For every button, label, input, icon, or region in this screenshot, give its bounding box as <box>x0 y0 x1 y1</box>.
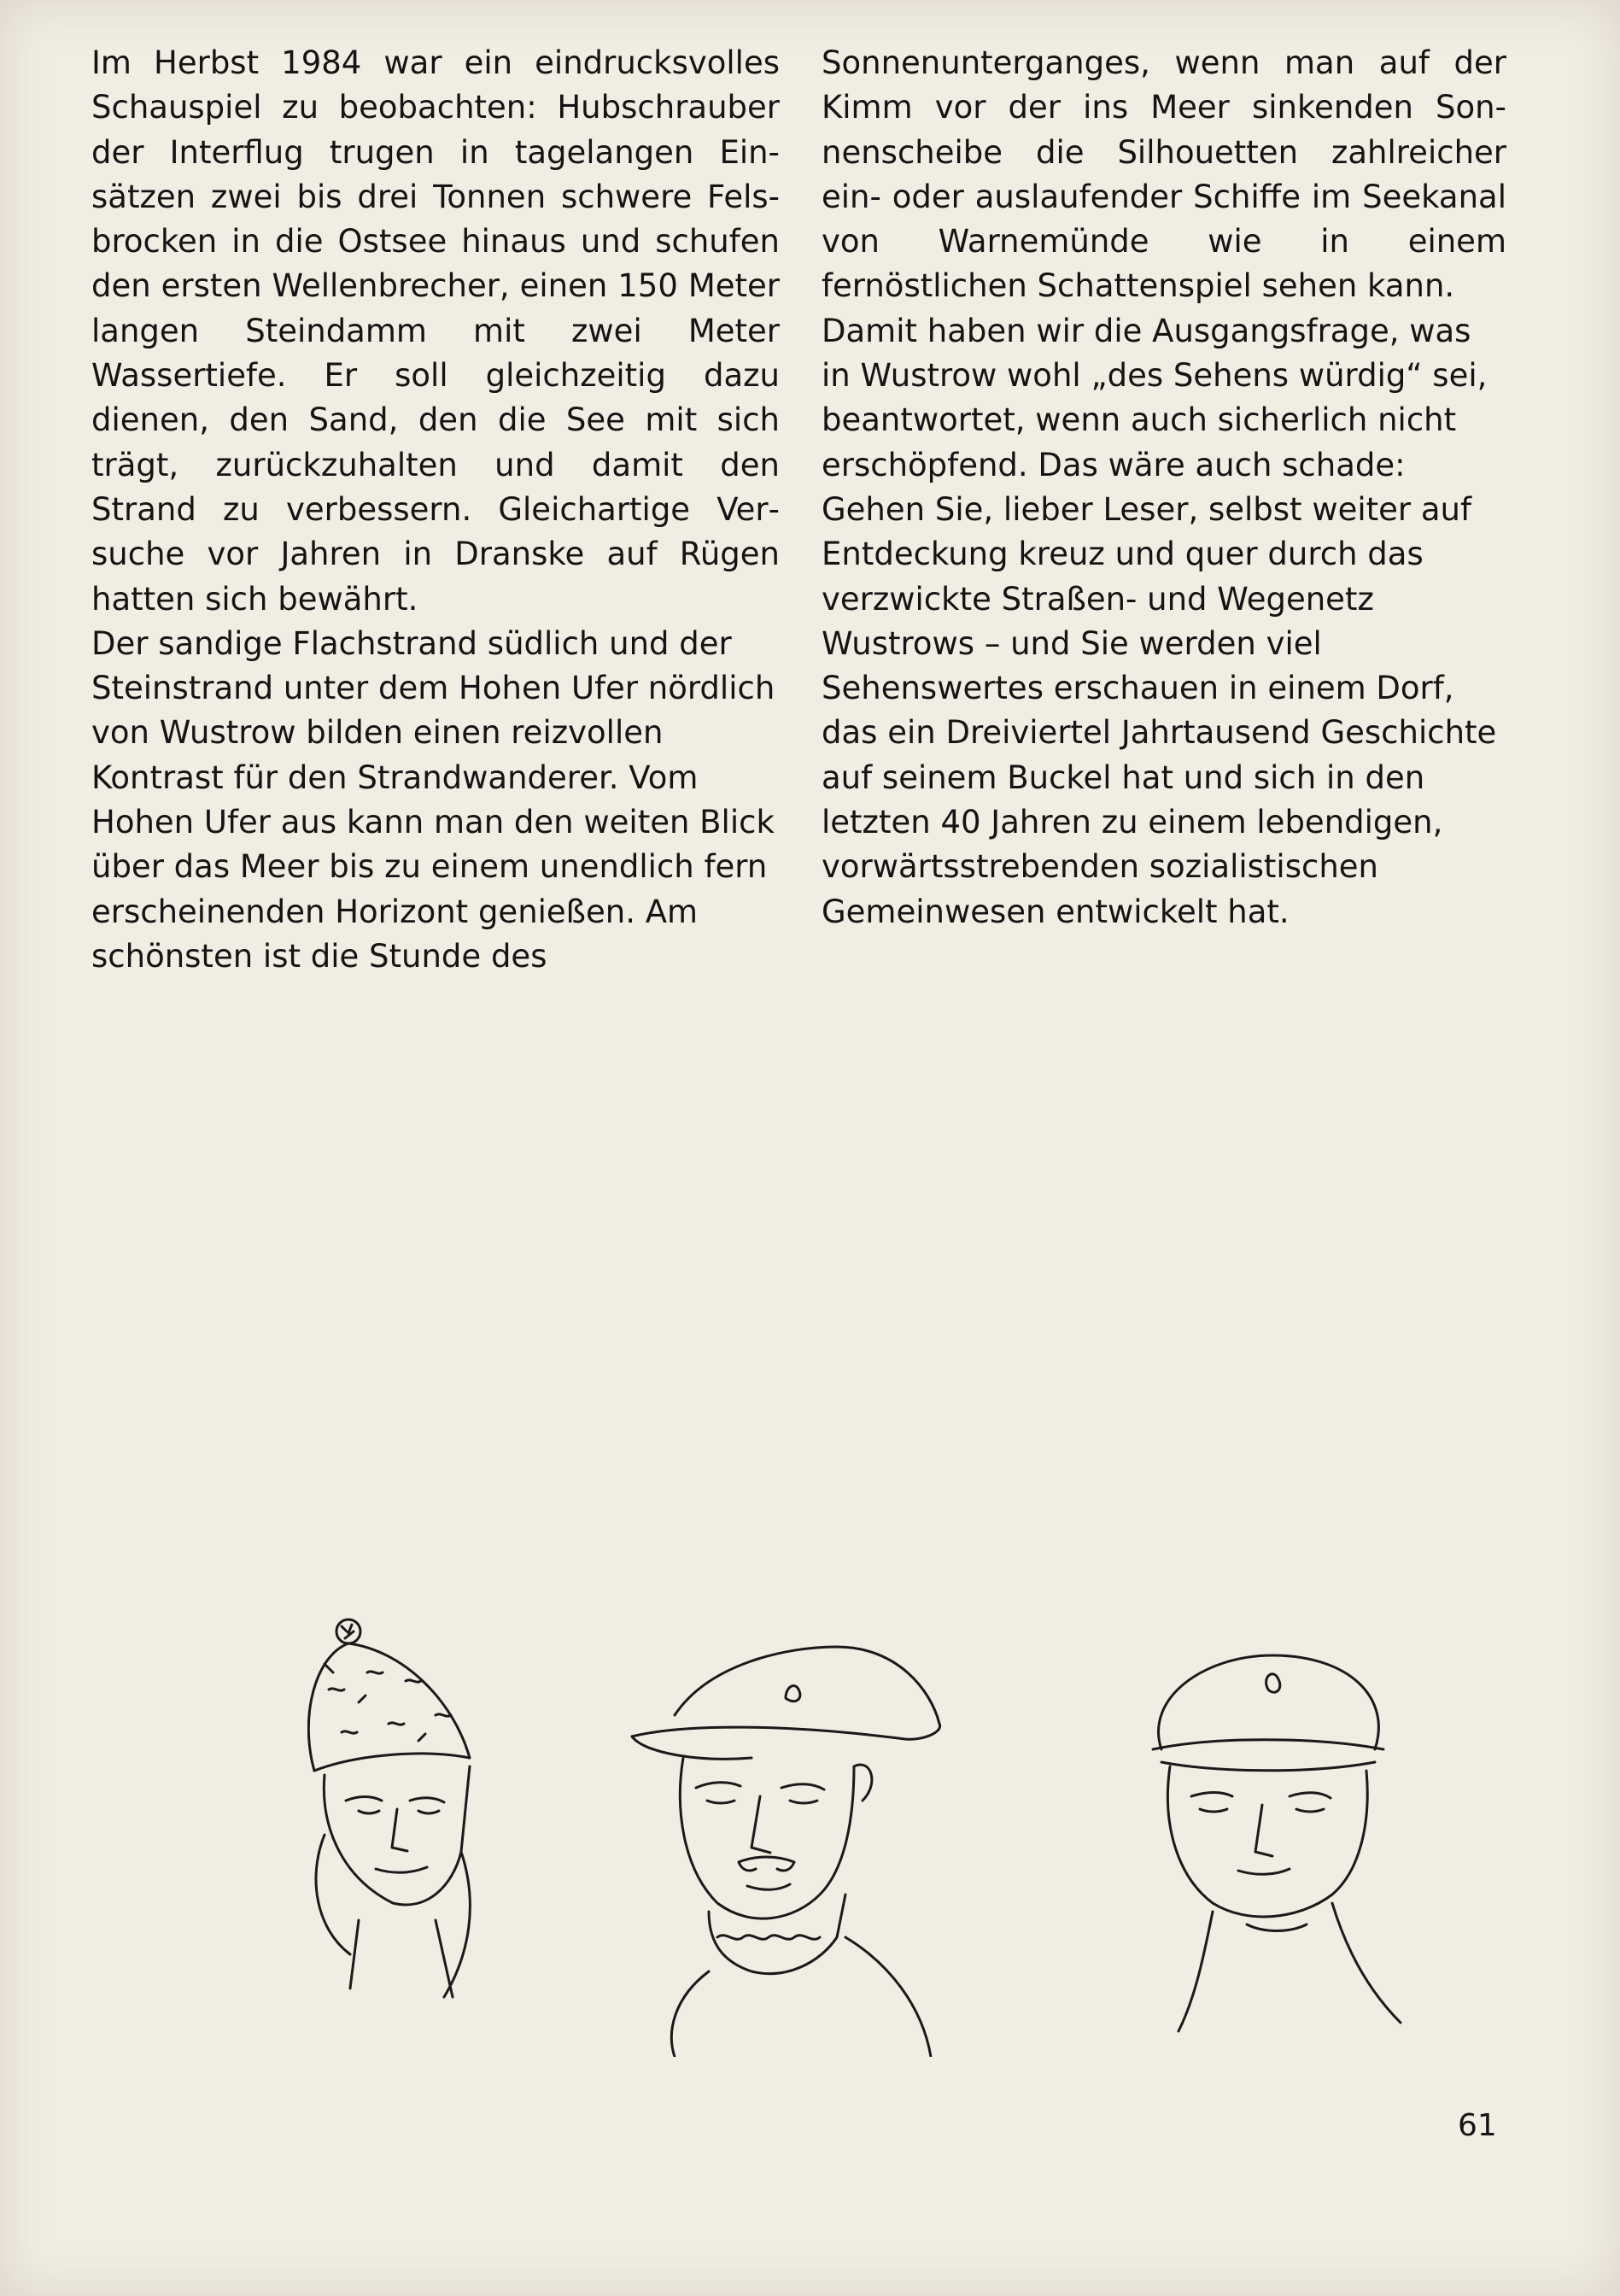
left-text-column <box>91 41 780 979</box>
page-number: 61 <box>1458 2108 1497 2143</box>
left-paragraph-2: Der sandige Flachstrand südlich und der Steinstrand unter dem Hohen Ufer nördlich von Wustrow bilden einen reizvollen Kontrast für den Strandwanderer. Vom Hohen Ufer aus kann man den weiten Blick über das Meer bis zu einem unendlich fern erscheinenden Horizont genießen. Am schönsten ist die Stunde des <box>91 624 775 975</box>
fishermen-portrait-sketch <box>307 1596 1486 2057</box>
right-text-column <box>822 41 1506 934</box>
sketch-figure-knit-cap <box>308 1620 470 1997</box>
right-paragraph-2: Damit haben wir die Ausgangsfrage, was in Wustrow wohl „des Sehens würdig“ sei, beantwortet, wenn auch sicherlich nicht erschöpfend. Das wäre auch schade: Gehen Sie, lieber Leser, selbst weiter auf Entdeckung kreuz und quer durch das verzwickte Straßen- und Wegenetz Wustrows – und Sie werden viel Sehenswertes erschauen in einem Dorf, das ein Dreiviertel Jahrtausend Geschichte auf seinem Buckel hat und sich in den letzten 40 Jahren zu einem lebendigen, vorwärtsstrebenden sozialistischen Gemeinwesen entwickelt hat. <box>822 312 1497 930</box>
sketch-figure-peaked-cap <box>1153 1655 1401 2031</box>
right-paragraph-1: Sonnenunterganges, wenn man auf der Kimm vor der ins Meer sinkenden Sonnenscheibe die Silhouetten zahlreicher ein- oder auslaufender Schiffe im Seekanal von Warnemünde wie in einem fernöstlichen Schattenspiel sehen kann. <box>822 44 1506 305</box>
sketch-figure-flat-cap <box>632 1647 940 2057</box>
left-paragraph-1: Im Herbst 1984 war ein eindrucksvolles Schauspiel zu beobachten: Hubschrauber der Interflug trugen in tagelangen Einsätzen zwei bis drei Tonnen schwere Felsbrocken in die Ostsee hinaus und schufen den ersten Wellenbrecher, einen 150 Meter langen Steindamm mit zwei Meter Wassertiefe. Er soll gleichzeitig dazu dienen, den Sand, den die See mit sich trägt, zurückzuhalten und damit den Strand zu verbessern. Gleichartige Versuche vor Jahren in Dranske auf Rügen hatten sich bewährt. <box>91 44 780 618</box>
